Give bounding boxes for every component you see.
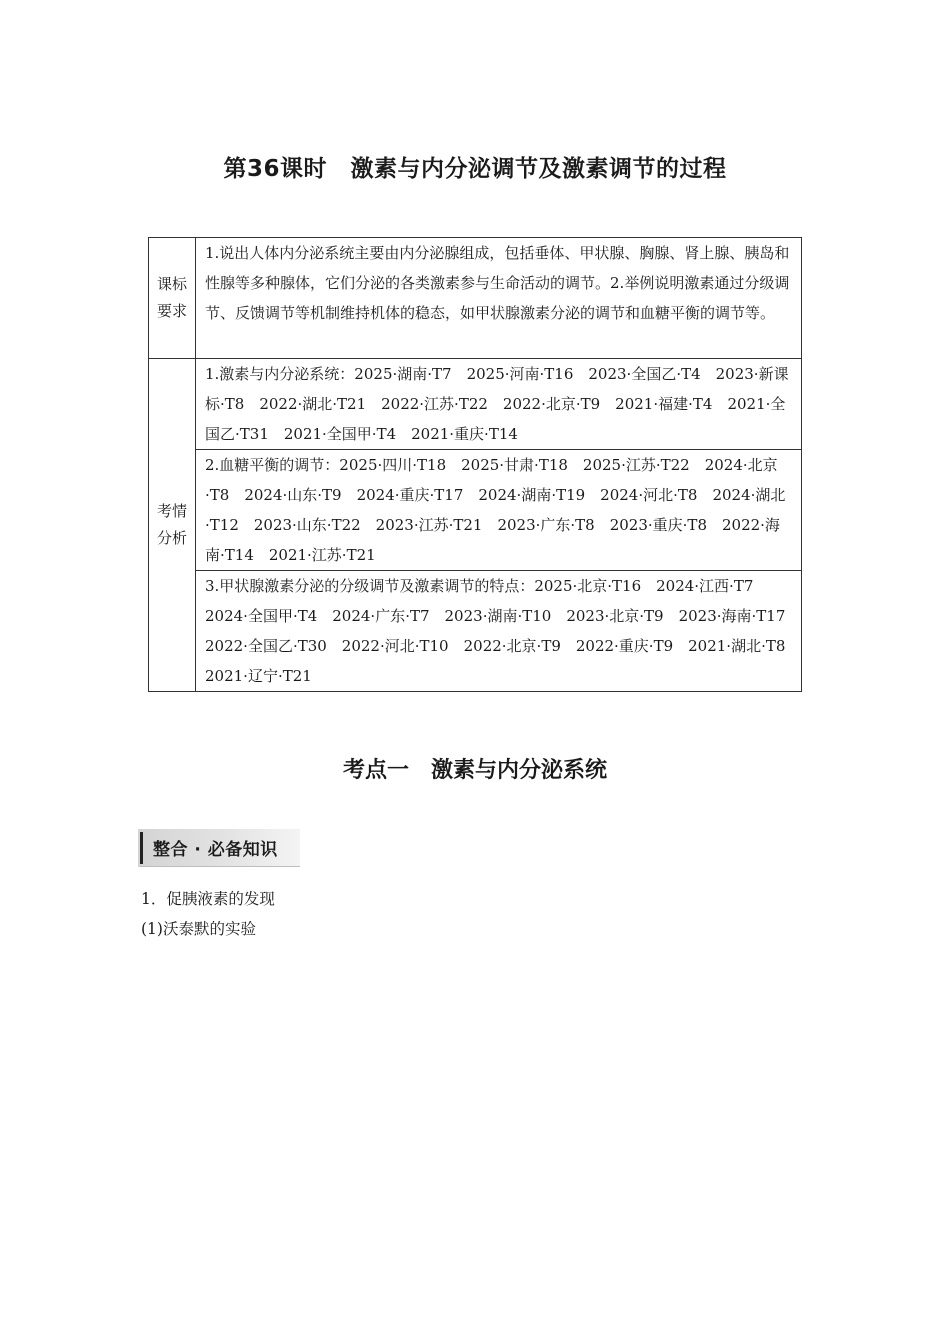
paragraph: 1．促胰液素的发现 <box>141 890 275 908</box>
label-line: 课标 <box>156 275 187 293</box>
section-title: 考点一 激素与内分泌系统 <box>342 758 607 783</box>
table-row <box>149 359 802 450</box>
label-line: 分析 <box>156 529 187 547</box>
label-line: 要求 <box>156 302 187 320</box>
tag-underline <box>140 866 300 867</box>
page-title: 第36课时 激素与内分泌调节及激素调节的过程 <box>223 156 727 182</box>
requirements-table <box>148 237 802 692</box>
analysis-item: 3.甲状腺激素分泌的分级调节及激素调节的特点：2025·北京·T16 2024·江西·T7 2024·全国甲·T4 2024·广东·T7 2023·湖南·T10 2023·北京·T9 2023·海南·T17 2022·全国乙·T30 2022·河北·T10 2022·北京·T9 2022·重庆·T9 2021·湖北·T8 2021·辽宁·T21 <box>196 571 802 692</box>
label-line: 考情 <box>156 502 187 520</box>
table-row <box>149 571 802 692</box>
row-label-analysis <box>149 359 196 692</box>
analysis-item: 2.血糖平衡的调节：2025·四川·T18 2025·甘肃·T18 2025·江苏·T22 2024·北京·T8 2024·山东·T9 2024·重庆·T17 2024·湖南·T19 2024·河北·T8 2024·湖北·T12 2023·山东·T22 2023·江苏·T21 2023·广东·T8 2023·重庆·T8 2022·海南·T14 2021·江苏·T21 <box>196 450 802 571</box>
analysis-item: 1.激素与内分泌系统：2025·湖南·T7 2025·河南·T16 2023·全国乙·T4 2023·新课标·T8 2022·湖北·T21 2022·江苏·T22 2022·北京·T9 2021·福建·T4 2021·全国乙·T31 2021·全国甲·T4 2021·重庆·T14 <box>196 359 802 450</box>
table-row <box>149 450 802 571</box>
tag-label: 整合 · 必备知识 <box>153 840 278 860</box>
knowledge-tag <box>138 829 300 867</box>
row-label-curriculum <box>149 238 196 359</box>
table-row <box>149 238 802 359</box>
curriculum-requirements-text: 1.说出人体内分泌系统主要由内分泌腺组成，包括垂体、甲状腺、胸腺、肾上腺、胰岛和性腺等多种腺体，它们分泌的各类激素参与生命活动的调节。2.举例说明激素通过分级调节、反馈调节等机制维持机体的稳态，如甲状腺激素分泌的调节和血糖平衡的调节等。 <box>196 238 802 359</box>
paragraph: (1)沃泰默的实验 <box>141 920 256 938</box>
tag-bar <box>140 832 143 864</box>
